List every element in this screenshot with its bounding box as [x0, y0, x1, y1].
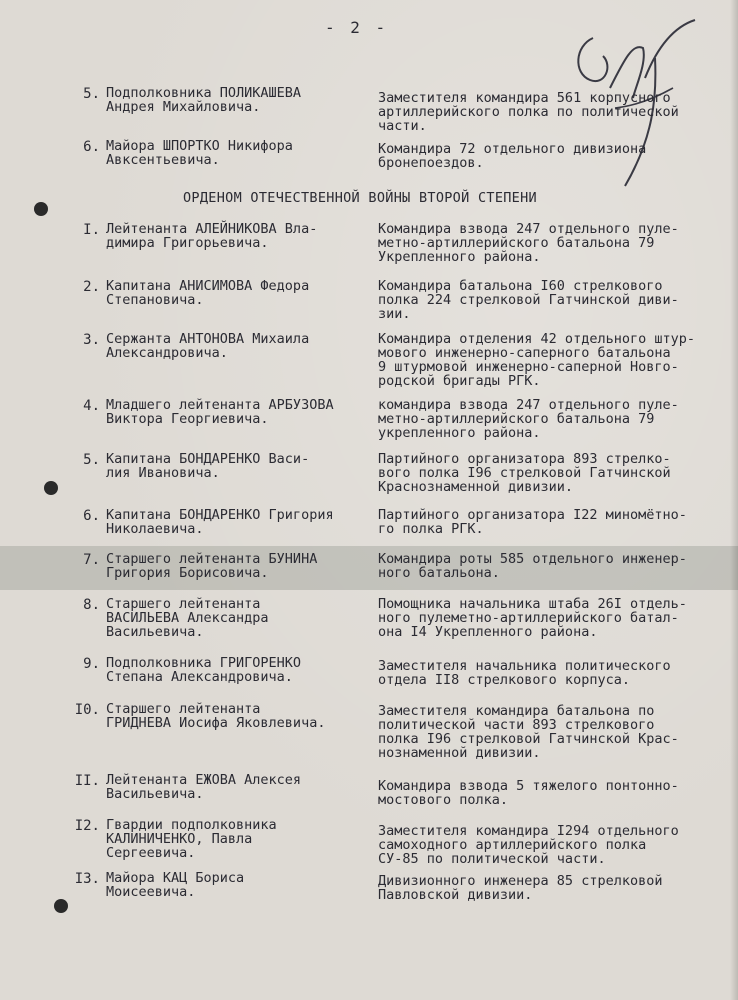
- entry-number: 7.: [83, 552, 100, 568]
- page-edge-shadow: [730, 0, 738, 1000]
- entry-position: Партийного организатора 893 стрелко- вого полка I96 стрелковой Гатчинской Краснознаменной дивизии.: [378, 451, 671, 495]
- entry-name: Подполковника ГРИГОРЕНКО Степана Александровича.: [106, 655, 302, 685]
- page-number: - 2 -: [325, 18, 389, 37]
- entry-number: 9.: [83, 656, 100, 672]
- punch-hole: [54, 899, 68, 913]
- entry-name: Старшего лейтенанта БУНИНА Григория Борисовича.: [106, 551, 318, 581]
- entry-number: 5.: [83, 452, 100, 468]
- entry-number: 4.: [83, 398, 100, 414]
- entry-name: Майора КАЦ Бориса Моисеевича.: [106, 870, 245, 900]
- entry-position: Заместителя командира батальона по политической части 893 стрелкового полка I96 стрелковой Гатчинской Крас- нознаменной дивизии.: [378, 703, 679, 761]
- entry-position: командира взвода 247 отдельного пуле- метно-артиллерийского батальона 79 укрепленного района.: [378, 397, 679, 441]
- entry-name: Лейтенанта АЛЕЙНИКОВА Вла- димира Григорьевича.: [106, 221, 318, 251]
- section-heading: ОРДЕНОМ ОТЕЧЕСТВЕННОЙ ВОЙНЫ ВТОРОЙ СТЕПЕНИ: [183, 190, 537, 206]
- entry-number: 6.: [83, 508, 100, 524]
- entry-position: Командира отделения 42 отдельного штур- мового инженерно-саперного батальона 9 штурмовой инженерно-саперной Новго- родской бригады РГК.: [378, 331, 695, 389]
- entry-position: Командира роты 585 отдельного инженер- ного батальона.: [378, 551, 687, 581]
- entry-position: Заместителя командира I294 отдельного самоходного артиллерийского полка СУ-85 по политической части.: [378, 823, 679, 867]
- entry-number: II.: [74, 773, 100, 789]
- entry-number: I.: [83, 222, 100, 238]
- entry-position: Партийного организатора I22 миномётно- го полка РГК.: [378, 507, 687, 537]
- entry-name: Майора ШПОРТКО Никифора Авксентьевича.: [106, 138, 293, 168]
- entry-name: Младшего лейтенанта АРБУЗОВА Виктора Георгиевича.: [106, 397, 334, 427]
- entry-name: Подполковника ПОЛИКАШЕВА Андрея Михайловича.: [106, 85, 302, 115]
- entry-position: Заместителя начальника политического отдела II8 стрелкового корпуса.: [378, 658, 671, 688]
- entry-name: Старшего лейтенанта ГРИДНЕВА Иосифа Яковлевича.: [106, 701, 326, 731]
- entry-name: Капитана БОНДАРЕНКО Васи- лия Ивановича.: [106, 451, 310, 481]
- entry-position: Дивизионного инженера 85 стрелковой Павловской дивизии.: [378, 873, 663, 903]
- entry-number: 5.: [83, 86, 100, 102]
- entry-name: Капитана БОНДАРЕНКО Григория Николаевича.: [106, 507, 334, 537]
- entry-position: Командира взвода 247 отдельного пуле- метно-артиллерийского батальона 79 Укрепленного района.: [378, 221, 679, 265]
- punch-hole: [34, 202, 48, 216]
- entry-number: I2.: [74, 818, 100, 834]
- entry-number: 8.: [83, 597, 100, 613]
- entry-name: Старшего лейтенанта ВАСИЛЬЕВА Александра Васильевича.: [106, 596, 269, 640]
- entry-position: Помощника начальника штаба 26I отдель- ного пулеметно-артиллерийского батал- она I4 Укрепленного района.: [378, 596, 687, 640]
- entry-name: Сержанта АНТОНОВА Михаила Александровича.: [106, 331, 310, 361]
- entry-number: I0.: [74, 702, 100, 718]
- punch-hole: [44, 481, 58, 495]
- entry-position: Командира взвода 5 тяжелого понтонно- мостового полка.: [378, 778, 679, 808]
- entry-position: Командира батальона I60 стрелкового полка 224 стрелковой Гатчинской диви- зии.: [378, 278, 679, 322]
- entry-number: 6.: [83, 139, 100, 155]
- entry-name: Капитана АНИСИМОВА Федора Степановича.: [106, 278, 310, 308]
- entry-number: I3.: [74, 871, 100, 887]
- entry-number: 2.: [83, 279, 100, 295]
- entry-name: Гвардии подполковника КАЛИНИЧЕНКО, Павла Сергеевича.: [106, 817, 277, 861]
- entry-number: 3.: [83, 332, 100, 348]
- entry-name: Лейтенанта ЕЖОВА Алексея Васильевича.: [106, 772, 302, 802]
- entry-position: Командира 72 отдельного дивизиона бронепоездов.: [378, 141, 647, 171]
- entry-position: Заместителя командира 561 корпусного артиллерийского полка по политической части.: [378, 90, 679, 134]
